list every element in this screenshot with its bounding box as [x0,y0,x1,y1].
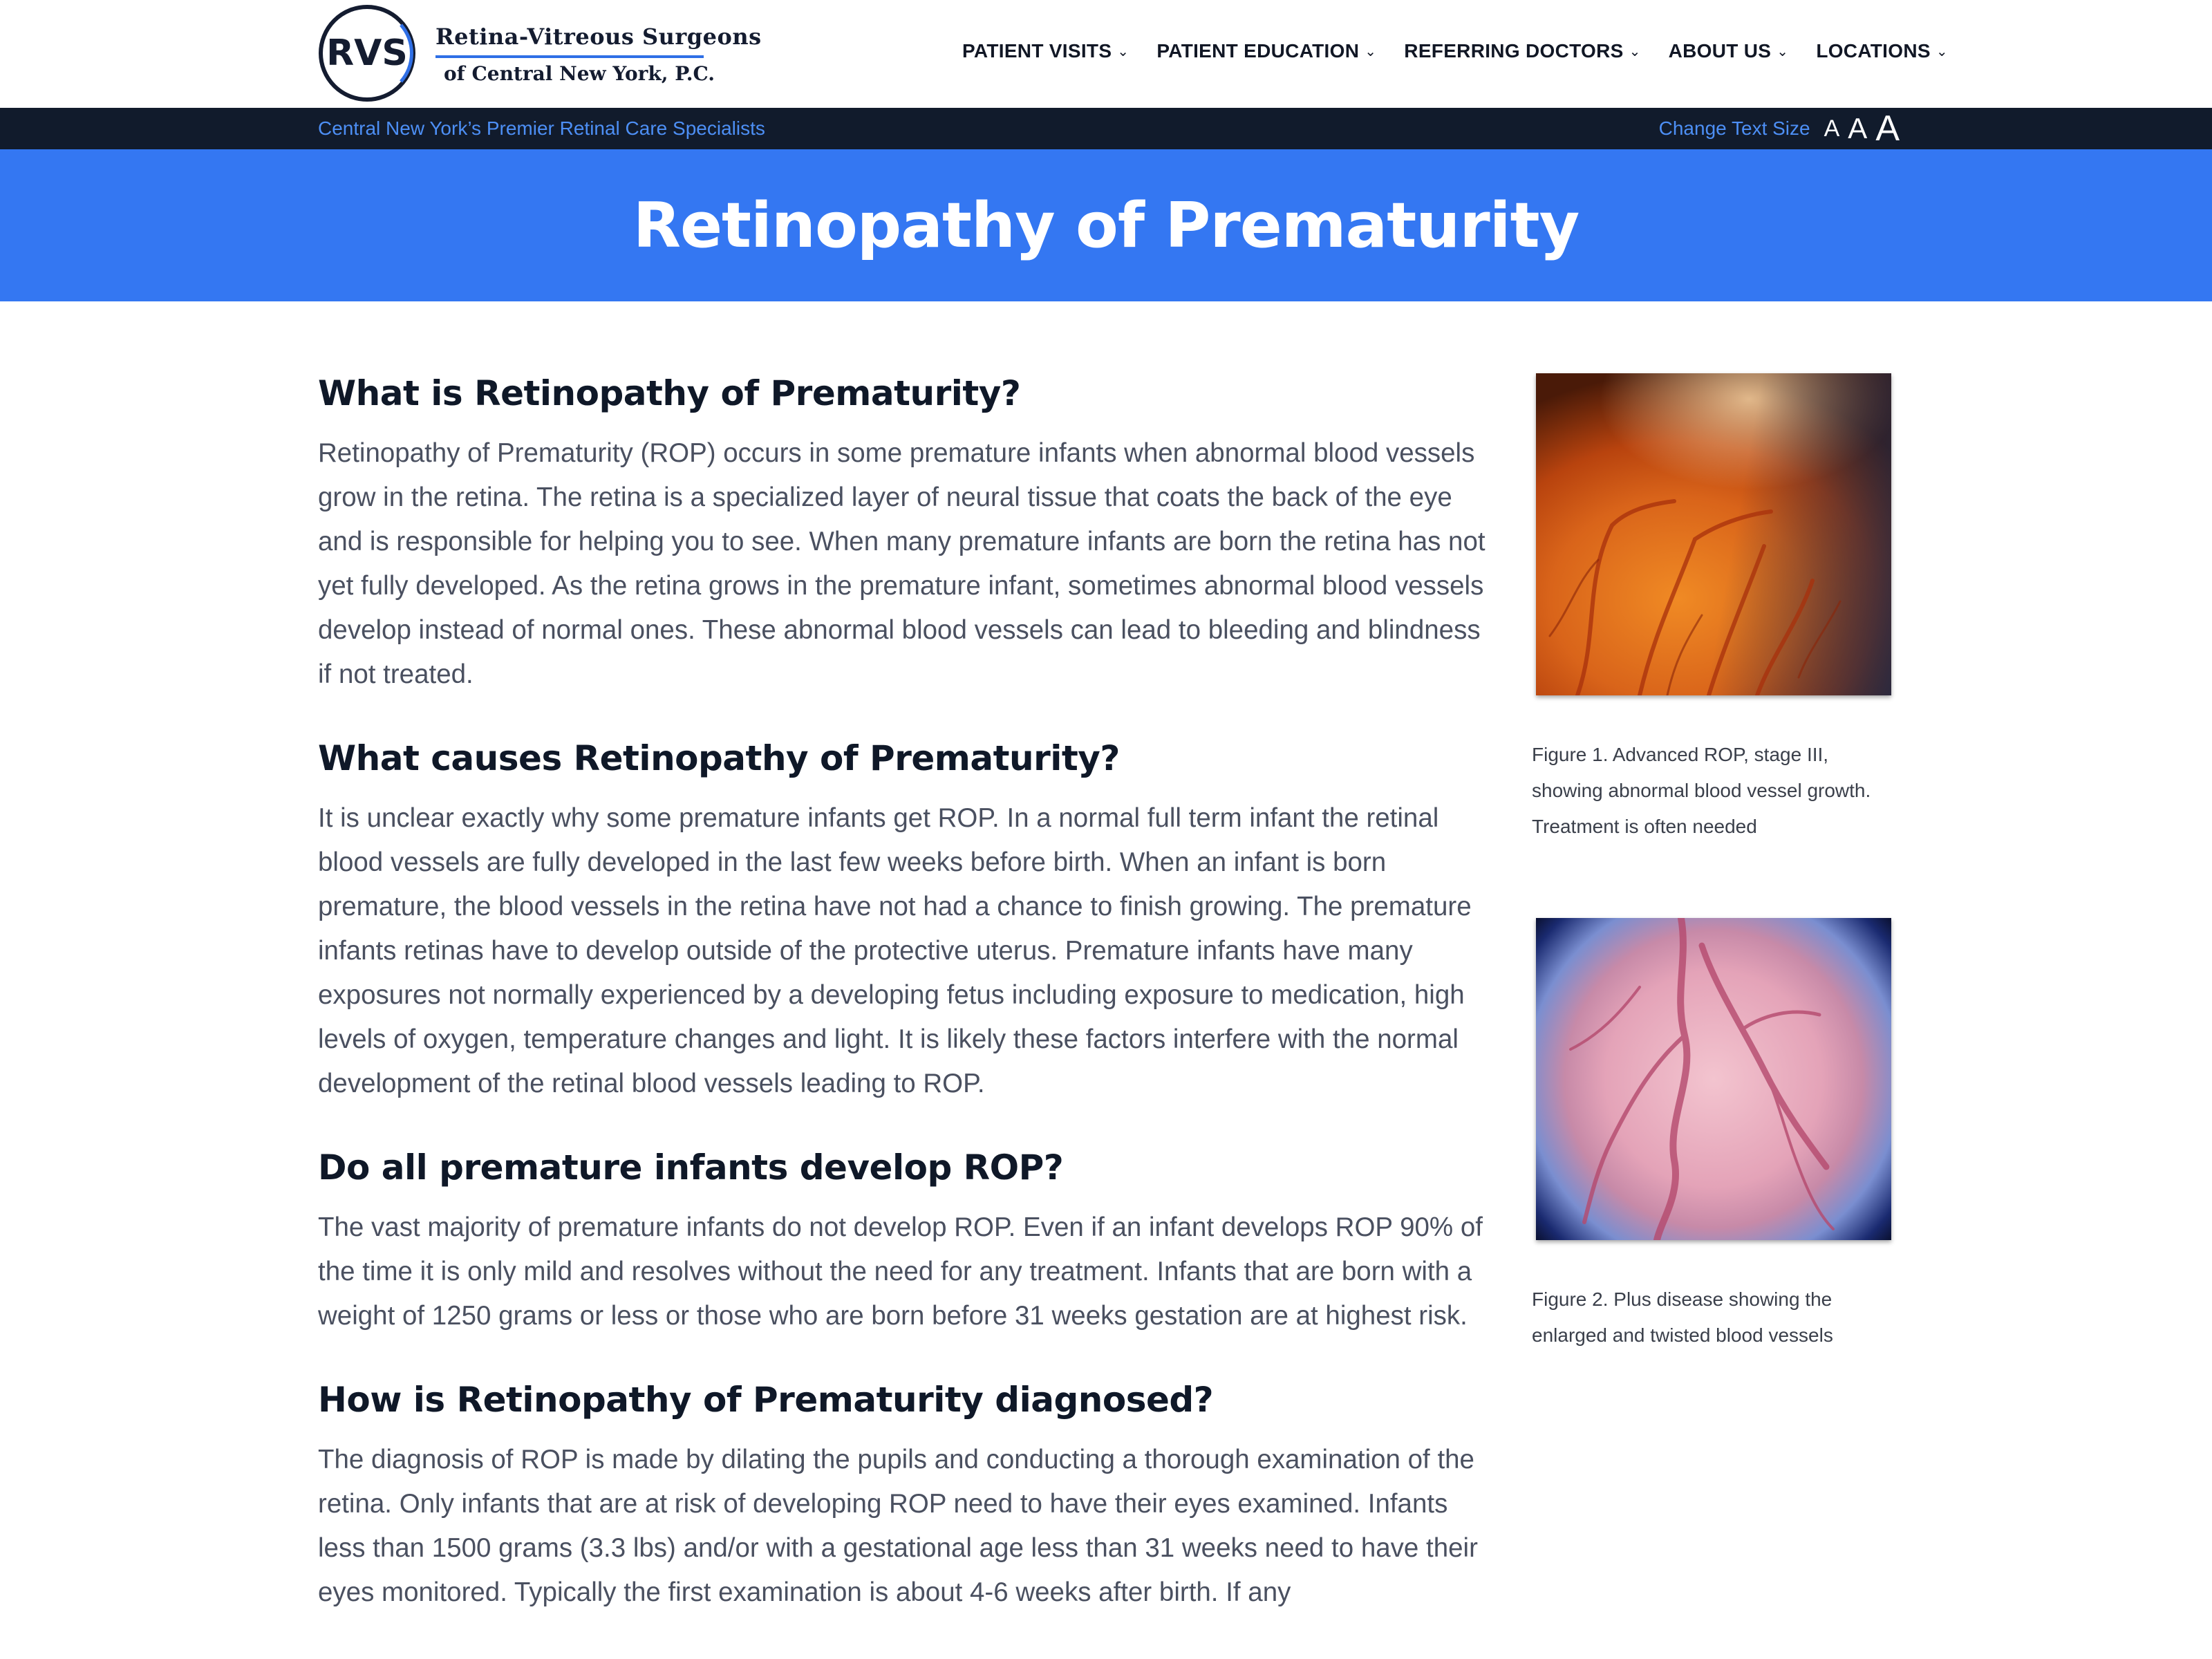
section-all-infants [318,1147,1493,1338]
nav-patient-visits[interactable] [962,40,1129,62]
logo-rule [435,55,704,58]
text-size-large-button[interactable]: A [1875,109,1900,149]
section-body: It is unclear exactly why some premature infants get ROP. In a normal full term infant the retinal blood vessels are fully developed in the last few weeks before birth. When an infant is born premature, the blood vessels in the retina have not had a chance to finish growing. The premature infants retinas have to develop outside of the protective uterus. Premature infants have many exposures not normally experienced by a developing fetus including exposure to medication, high levels of oxygen, temperature changes and light. It is likely these factors interfere with the normal development of the retinal blood vessels leading to ROP. [318,803,1472,1098]
nav-patient-education[interactable] [1156,40,1376,62]
site-tagline: Central New York’s Premier Retinal Care Specialists [318,118,765,139]
section-body: The diagnosis of ROP is made by dilating the pupils and conducting a thorough examination of the retina. Only infants that are at risk of developing ROP need to have their eyes examined. Infants less than 1500 grams (3.3 lbs) and/or with a gestational age less than 31 weeks need to have their eyes monitored. Typically the first examination is about 4-6 weeks after birth. If any [318,1445,1478,1607]
logo-initials: RVS [326,32,408,74]
chevron-down-icon: ⌄ [1365,44,1377,59]
logo-line-1: Retina-Vitreous Surgeons [435,24,762,50]
chevron-down-icon: ⌄ [1936,44,1948,59]
text-size-small-button[interactable]: A [1824,115,1840,142]
chevron-down-icon: ⌄ [1629,44,1641,59]
site-header [0,0,2212,108]
text-size-controls [1659,108,1900,149]
figure-caption: Figure 1. Advanced ROP, stage III, showing abnormal blood vessel growth. Treatment is often needed [1532,744,1871,837]
figure-caption: Figure 2. Plus disease showing the enlarged and twisted blood vessels [1532,1288,1833,1346]
twisted-vessels-graphic [1536,918,1891,1240]
figure-sidebar [1532,373,1891,1353]
page-hero [0,149,2212,301]
nav-label: REFERRING DOCTORS [1404,40,1624,62]
section-body: The vast majority of premature infants do not develop ROP. Even if an infant develops ROP 90% of the time it is only mild and resolves without the need for any treatment. Infants that are born with a weight of 1250 grams or less or those who are born before 31 weeks gestation are at highest risk. [318,1212,1483,1331]
blood-vessels-graphic [1536,373,1891,695]
section-body: Retinopathy of Prematurity (ROP) occurs in some premature infants when abnormal blood vessels grow in the retina. The retina is a specialized layer of neural tissue that coats the back of the eye and is responsible for helping you to see. When many premature infants are born the retina has not yet fully developed. As the retina grows in the premature infant, sometimes abnormal blood vessels develop instead of normal ones. These abnormal blood vessels can lead to bleeding and blindness if not treated. [318,438,1485,689]
site-logo[interactable] [318,4,762,104]
main-content [318,373,1493,1656]
nav-referring-doctors[interactable] [1404,40,1640,62]
section-what-is-rop [318,373,1493,697]
section-diagnosis [318,1380,1493,1615]
section-heading: How is Retinopathy of Prematurity diagnosed? [318,1380,1214,1420]
chevron-down-icon: ⌄ [1777,44,1789,59]
section-causes [318,738,1493,1106]
retina-photo-stage-3 [1536,373,1891,695]
utility-bar [0,108,2212,149]
page-title: Retinopathy of Prematurity [632,189,1580,262]
nav-label: PATIENT EDUCATION [1156,40,1360,62]
section-heading: What is Retinopathy of Prematurity? [318,373,1021,413]
section-heading: Do all premature infants develop ROP? [318,1147,1064,1188]
nav-label: PATIENT VISITS [962,40,1112,62]
nav-about-us[interactable] [1669,40,1789,62]
text-size-medium-button[interactable]: A [1848,112,1868,144]
logo-line-2: of Central New York, P.C. [444,62,715,85]
figure-1 [1532,373,1891,845]
text-size-label: Change Text Size [1658,118,1810,139]
retina-photo-plus-disease [1536,918,1891,1240]
nav-label: ABOUT US [1668,40,1772,62]
chevron-down-icon: ⌄ [1117,44,1130,59]
rvs-logo-icon [318,4,416,102]
section-heading: What causes Retinopathy of Prematurity? [318,738,1120,778]
nav-label: LOCATIONS [1816,40,1931,62]
figure-2 [1532,918,1891,1353]
main-nav [962,40,1976,62]
nav-locations[interactable] [1816,40,1948,62]
